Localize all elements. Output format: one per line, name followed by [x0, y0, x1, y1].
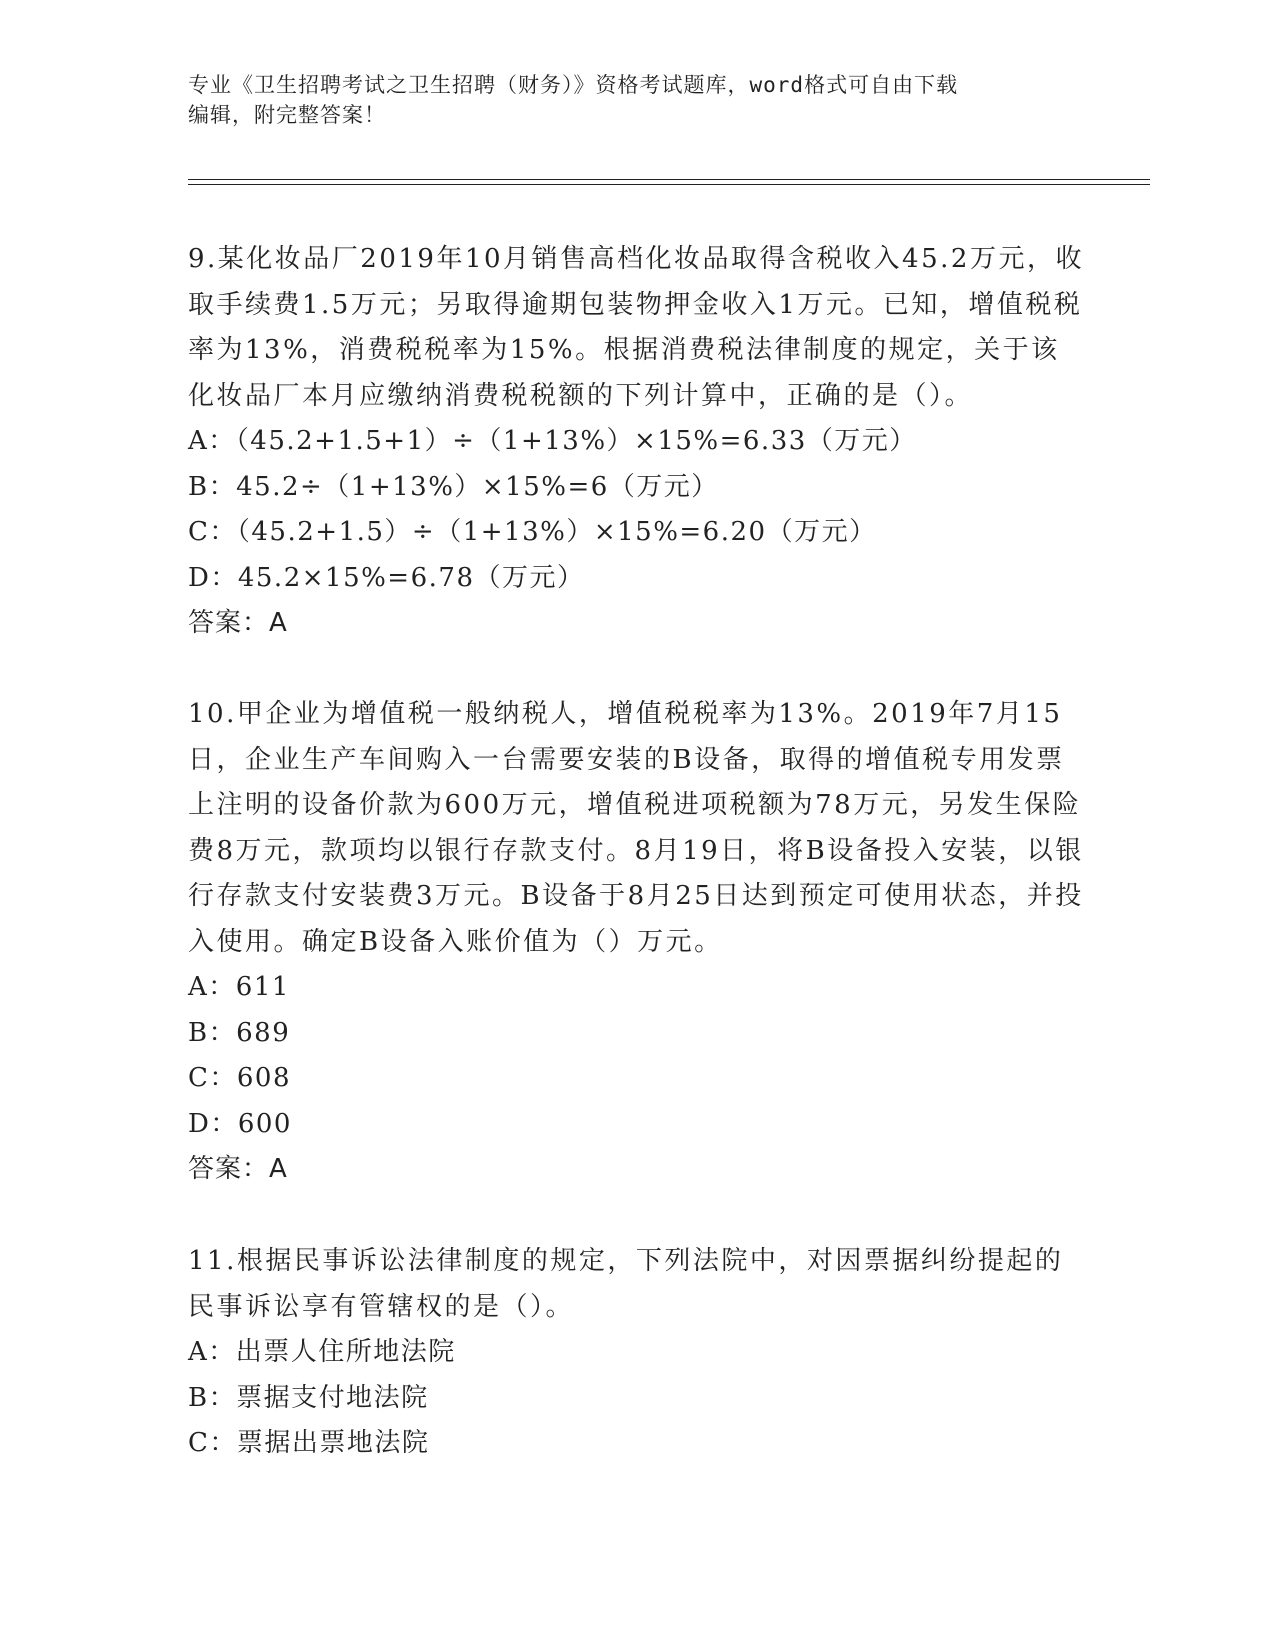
answer: 答案：A	[188, 1154, 288, 1184]
option-a: A：（45.2+1.5+1）÷（1+13%）×15%=6.33（万元）	[188, 426, 917, 456]
option-b: B：票据支付地法院	[188, 1382, 429, 1413]
question-stem: 11.根据民事诉讼法律制度的规定，下列法院中，对因票据纠纷提起的民事诉讼享有管辖权的是（）。	[188, 1246, 1064, 1322]
option-d: D：600	[188, 1108, 292, 1139]
option-b: B：689	[188, 1017, 291, 1048]
option-c: C：票据出票地法院	[188, 1428, 430, 1458]
question-10	[188, 692, 1088, 1193]
option-a: A：出票人住所地法院	[188, 1337, 456, 1367]
header-line-1: 专业《卫生招聘考试之卫生招聘（财务）》资格考试题库，word格式可自由下载	[188, 73, 959, 97]
header-divider-top	[188, 179, 1150, 180]
question-stem: 10.甲企业为增值税一般纳税人，增值税税率为13%。2019年7月15日，企业生产车间购入一台需要安装的B设备，取得的增值税专用发票上注明的设备价款为600万元，增值税进项税额为78万元，另发生保险费8万元，款项均以银行存款支付。8月19日，将B设备投入安装，以银行存款支付安装费3万元。B设备于8月25日达到预定可使用状态，并投入使用。确定B设备入账价值为（）万元。	[188, 699, 1084, 957]
header-line-2: 编辑，附完整答案！	[188, 103, 386, 127]
option-d: D：45.2×15%=6.78（万元）	[188, 562, 585, 593]
option-a: A：611	[188, 972, 290, 1002]
option-c: C：（45.2+1.5）÷（1+13%）×15%=6.20（万元）	[188, 517, 877, 547]
question-11	[188, 1239, 1088, 1467]
option-c: C：608	[188, 1063, 292, 1093]
option-b: B：45.2÷（1+13%）×15%=6（万元）	[188, 471, 719, 502]
header-divider-bottom	[188, 184, 1150, 185]
document-header	[188, 70, 1068, 130]
question-9	[188, 237, 1088, 647]
question-stem: 9.某化妆品厂2019年10月销售高档化妆品取得含税收入45.2万元，收取手续费1.5万元；另取得逾期包装物押金收入1万元。已知，增值税税率为13%，消费税税率为15%。根据消费税法律制度的规定，关于该化妆品厂本月应缴纳消费税税额的下列计算中，正确的是（）。	[188, 244, 1084, 411]
answer: 答案：A	[188, 608, 288, 638]
